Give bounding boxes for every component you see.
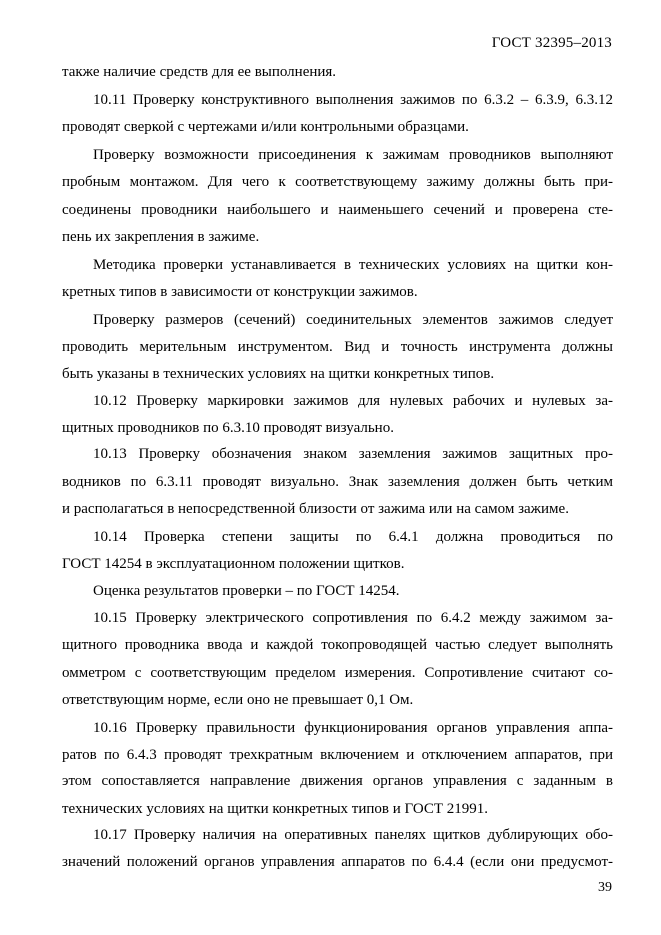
page-number: 39 (598, 880, 612, 895)
text-line: Проверку возможности присоединения к зажимам проводников выполняют (93, 147, 613, 163)
text-line: 10.17 Проверку наличия на оперативных панелях щитков дублирующих обо- (93, 827, 613, 843)
text-line: 10.13 Проверку обозначения знаком заземления зажимов защитных про- (93, 446, 613, 462)
document-standard-header: ГОСТ 32395–2013 (491, 35, 612, 51)
text-line: 10.15 Проверку электрического сопротивления по 6.4.2 между зажимом за- (93, 610, 613, 626)
text-line: Оценка результатов проверки – по ГОСТ 14254. (93, 583, 400, 599)
text-line: проводить мерительным инструментом. Вид и точность инструмента должны (62, 339, 613, 355)
text-line: соединены проводники наибольшего и наименьшего сечений и проверена сте- (62, 202, 613, 218)
text-line: кретных типов в зависимости от конструкции зажимов. (62, 284, 418, 300)
text-line: омметром с соответствующим пределом измерения. Сопротивление считают со- (62, 665, 613, 681)
text-line: ратов по 6.4.3 проводят трехкратным включением и отключением аппаратов, при (62, 747, 613, 763)
text-line: также наличие средств для ее выполнения. (62, 64, 337, 80)
text-line: проводят сверкой с чертежами и/или контрольными образцами. (62, 119, 469, 135)
text-line: Проверку размеров (сечений) соединительных элементов зажимов следует (93, 312, 613, 328)
text-line: щитных проводников по 6.3.10 проводят визуально. (62, 420, 394, 436)
text-line: этом сопоставляется направление движения органов управления с заданным в (62, 773, 613, 789)
text-line: и располагаться в непосредственной близости от зажима или на самом зажиме. (62, 501, 569, 517)
text-line: пробным монтажом. Для чего к соответствующему зажиму должны быть при- (62, 174, 613, 190)
text-line: ответствующим норме, если оно не превышает 0,1 Ом. (62, 692, 414, 708)
text-line: Методика проверки устанавливается в технических условиях на щитки кон- (93, 257, 613, 273)
text-line: щитного проводника ввода и каждой токопроводящей частью следует выполнять (62, 637, 613, 653)
text-line: водников по 6.3.11 проводят визуально. Знак заземления должен быть четким (62, 474, 613, 490)
text-line: пень их закрепления в зажиме. (62, 229, 260, 245)
text-line: ГОСТ 14254 в эксплуатационном положении щитков. (62, 556, 405, 572)
text-line: значений положений органов управления аппаратов по 6.4.4 (если они предусмот- (62, 854, 613, 870)
text-line: технических условиях на щитки конкретных типов и ГОСТ 21991. (62, 801, 489, 817)
text-line: быть указаны в технических условиях на щитки конкретных типов. (62, 366, 495, 382)
text-line: 10.11 Проверку конструктивного выполнения зажимов по 6.3.2 – 6.3.9, 6.3.12 (93, 92, 613, 108)
text-line: 10.12 Проверку маркировки зажимов для нулевых рабочих и нулевых за- (93, 393, 613, 409)
text-line: 10.14 Проверка степени защиты по 6.4.1 должна проводиться по (93, 529, 613, 545)
text-line: 10.16 Проверку правильности функционирования органов управления аппа- (93, 720, 613, 736)
